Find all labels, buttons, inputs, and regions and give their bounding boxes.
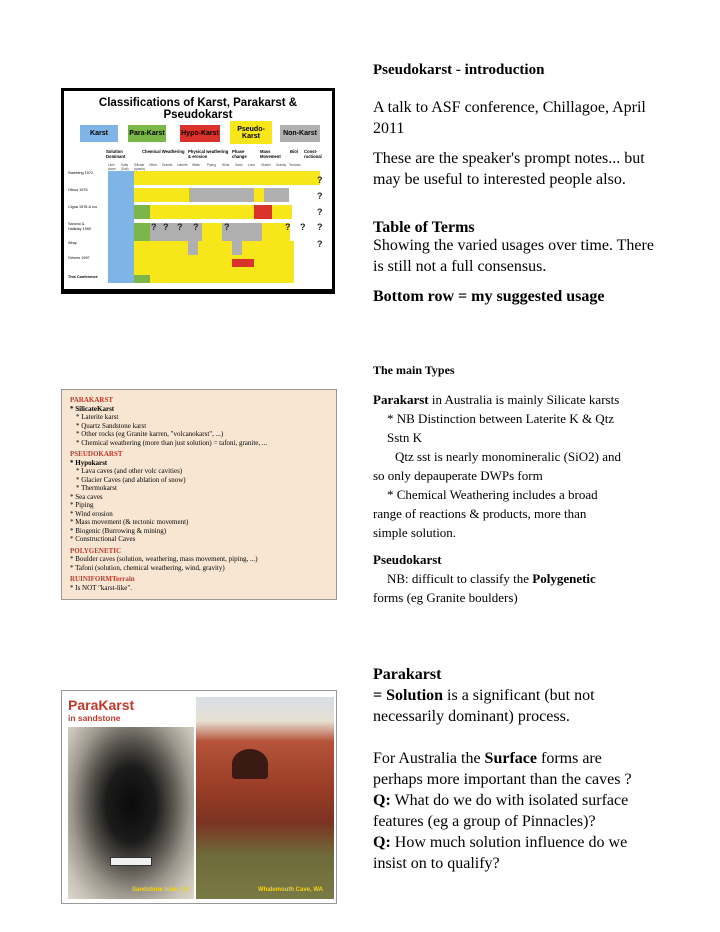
types-list-item: * Thermokarst	[76, 484, 117, 492]
bottom-row-note: Bottom row = my suggested usage	[373, 288, 605, 305]
question-mark: ?	[317, 207, 323, 217]
question-mark: ?	[151, 222, 157, 232]
col-header: Const-ructional	[304, 149, 322, 159]
row-label: Wray	[68, 241, 77, 245]
question-mark: ?	[193, 222, 199, 232]
nb-distinction: * NB Distinction between Laterite K & Qtz Sstn K	[387, 411, 615, 445]
chem-note: * Chemical Weathering includes a broad range of reactions & products, more than simple solution.	[373, 487, 598, 540]
row-label: This Conference	[68, 275, 98, 279]
notes-text: These are the speaker's prompt notes... but may be useful to interested people also.	[373, 150, 645, 188]
legend-hypokarst: Hypo-Karst	[180, 125, 220, 142]
table-subcolumn-headers	[108, 163, 328, 171]
types-list-item: * Other rocks (eg Granite karren, "volcanokarst", ...)	[76, 430, 224, 438]
question-mark: ?	[285, 222, 291, 232]
subcol: Laterite	[177, 163, 188, 167]
row-label: Grimes 1997	[68, 256, 90, 260]
table-column-headers	[106, 149, 326, 163]
question-mark: ?	[317, 191, 323, 201]
qtz-note: Qtz sst is nearly monomineralic (SiO2) and so only depauperate DWPs form	[373, 449, 622, 483]
question-1: Q: What do we do with isolated surface features (eg a group of Pinnacles)?	[373, 792, 629, 830]
col-header: Biol	[290, 149, 298, 154]
types-heading: The main Types	[373, 363, 455, 377]
col-header: Chemical Weathering	[142, 149, 185, 154]
subcol: Sand	[235, 163, 243, 167]
question-mark: ?	[163, 222, 169, 232]
photo-panel	[62, 691, 336, 903]
slide3-subtitle: in sandstone	[68, 713, 121, 723]
col-header: Physical weathering & erosion	[188, 149, 229, 159]
row-label: Sancho & Halliday 1990	[68, 222, 92, 231]
types-list-item: * Hypokarst	[70, 458, 108, 467]
cave-opening	[232, 749, 268, 779]
legend-nonkarst: Non-Karst	[280, 125, 320, 142]
types-list-item: * Quartz Sandstone karst	[76, 421, 147, 430]
types-list-item: * Tafoni (solution, chemical weathering, wind, gravity)	[70, 563, 225, 572]
subcol: Lime stone	[108, 163, 116, 171]
question-mark: ?	[317, 239, 323, 249]
types-list-item: * Boulder caves (solution, weathering, mass movement, piping, ...)	[70, 555, 258, 563]
types-list-item: * Laterite karst	[76, 413, 119, 421]
surface-forms-note: For Australia the Surface forms are perhaps more important than the caves ?	[373, 750, 632, 788]
legend-karst: Karst	[80, 125, 118, 142]
types-list-item: RUINIFORMTerrain	[70, 575, 135, 583]
types-list-item: * Glacier Caves (and ablation of snow)	[76, 475, 186, 484]
pseudokarst-term: Pseudokarst	[373, 552, 442, 567]
subcol: Salts (Salt)	[121, 163, 129, 171]
col-header: Phase change	[232, 149, 247, 159]
types-list-item: * Piping	[70, 501, 94, 509]
slide-title: Classifications of Karst, Parakarst & Pseudokarst	[98, 97, 298, 121]
question-mark: ?	[317, 222, 323, 232]
question-mark: ?	[300, 222, 306, 232]
slide-parakarst-sandstone	[61, 690, 337, 904]
table-description: Showing the varied usages over time. There is still not a full consensus.	[373, 237, 654, 275]
question-mark: ?	[224, 222, 230, 232]
types-list-item: * Biogenic (Burrowing & mining)	[70, 526, 167, 535]
caption-tube: Sandstone tube, Qld	[132, 887, 191, 893]
legend-pseudokarst: Pseudo-Karst	[230, 121, 272, 144]
intro-text: A talk to ASF conference, Chillagoe, April 2011	[373, 99, 646, 137]
polygenetic-note: NB: difficult to classify the Polygenetic forms (eg Granite boulders)	[373, 571, 596, 605]
col-header: Solution Dominant	[106, 149, 126, 159]
types-list-item: * Mass movement (& tectonic movement)	[70, 518, 189, 526]
slide-canvas	[64, 91, 332, 289]
subcol: Other	[149, 163, 157, 167]
row-label: Otnus 1976	[68, 188, 88, 192]
question-mark: ?	[317, 175, 323, 185]
page-title: Pseudokarst - introduction	[373, 62, 545, 78]
subcol: Granite	[162, 163, 173, 167]
types-notes	[373, 390, 623, 607]
types-list-item: * Constructional Caves	[70, 535, 136, 543]
types-list-item: * Lava caves (and other volc cavities)	[76, 467, 183, 475]
types-list-item: * Wind erosion	[70, 509, 113, 518]
whalemouth-cave-photo	[196, 697, 334, 899]
col-header: Mass Movement	[260, 149, 281, 159]
legend-parakarst: Para-Karst	[128, 125, 166, 142]
types-list-item: * Chemical weathering (more than just solution) = tafoni, granite, ...	[76, 438, 268, 447]
subcol: Water	[192, 163, 201, 167]
row-label: Cigna 1978 & Ivo	[68, 205, 98, 209]
subcol: Piping	[207, 163, 216, 167]
question-mark: ?	[177, 222, 183, 232]
caption-cave: Whalemouth Cave, WA	[258, 887, 324, 893]
types-list-item: * Is NOT "karst-like".	[70, 583, 132, 592]
question-2: Q: How much solution influence do we insist on to qualify?	[373, 834, 628, 872]
parakarst-notes	[373, 664, 633, 874]
subcol: Wind	[222, 163, 230, 167]
subcol: Glacier	[261, 163, 272, 167]
scale-bar	[110, 857, 152, 866]
slide-classification-table	[61, 88, 335, 294]
parakarst-desc: in Australia is mainly Silicate karsts	[428, 392, 620, 407]
sandstone-tube-photo	[68, 727, 194, 899]
types-list-item: * SilicateKarst	[70, 404, 115, 413]
types-list-item: POLYGENETIC	[70, 546, 122, 555]
solution-def: = Solution is a significant (but not necessarily dominant) process.	[373, 687, 595, 725]
types-list-item: PSEUDOKARST	[70, 450, 123, 458]
subcol: Silicate (quartz)	[134, 163, 145, 171]
subcol: Gravity	[276, 163, 287, 167]
types-list-item: PARAKARST	[70, 396, 114, 404]
row-label: Sweeting 1972	[68, 171, 94, 175]
types-list-item: * Sea caves	[70, 492, 103, 501]
subcol: Tectonic	[289, 163, 301, 167]
types-list	[70, 396, 267, 592]
slide3-title: ParaKarst	[68, 697, 135, 713]
slide-types-list	[61, 389, 337, 600]
parakarst-line	[373, 390, 623, 409]
subcol: Lava	[248, 163, 255, 167]
parakarst-heading: Parakarst	[373, 666, 442, 683]
table-heading: Table of Terms	[373, 219, 475, 236]
parakarst-term: Parakarst	[373, 392, 429, 407]
